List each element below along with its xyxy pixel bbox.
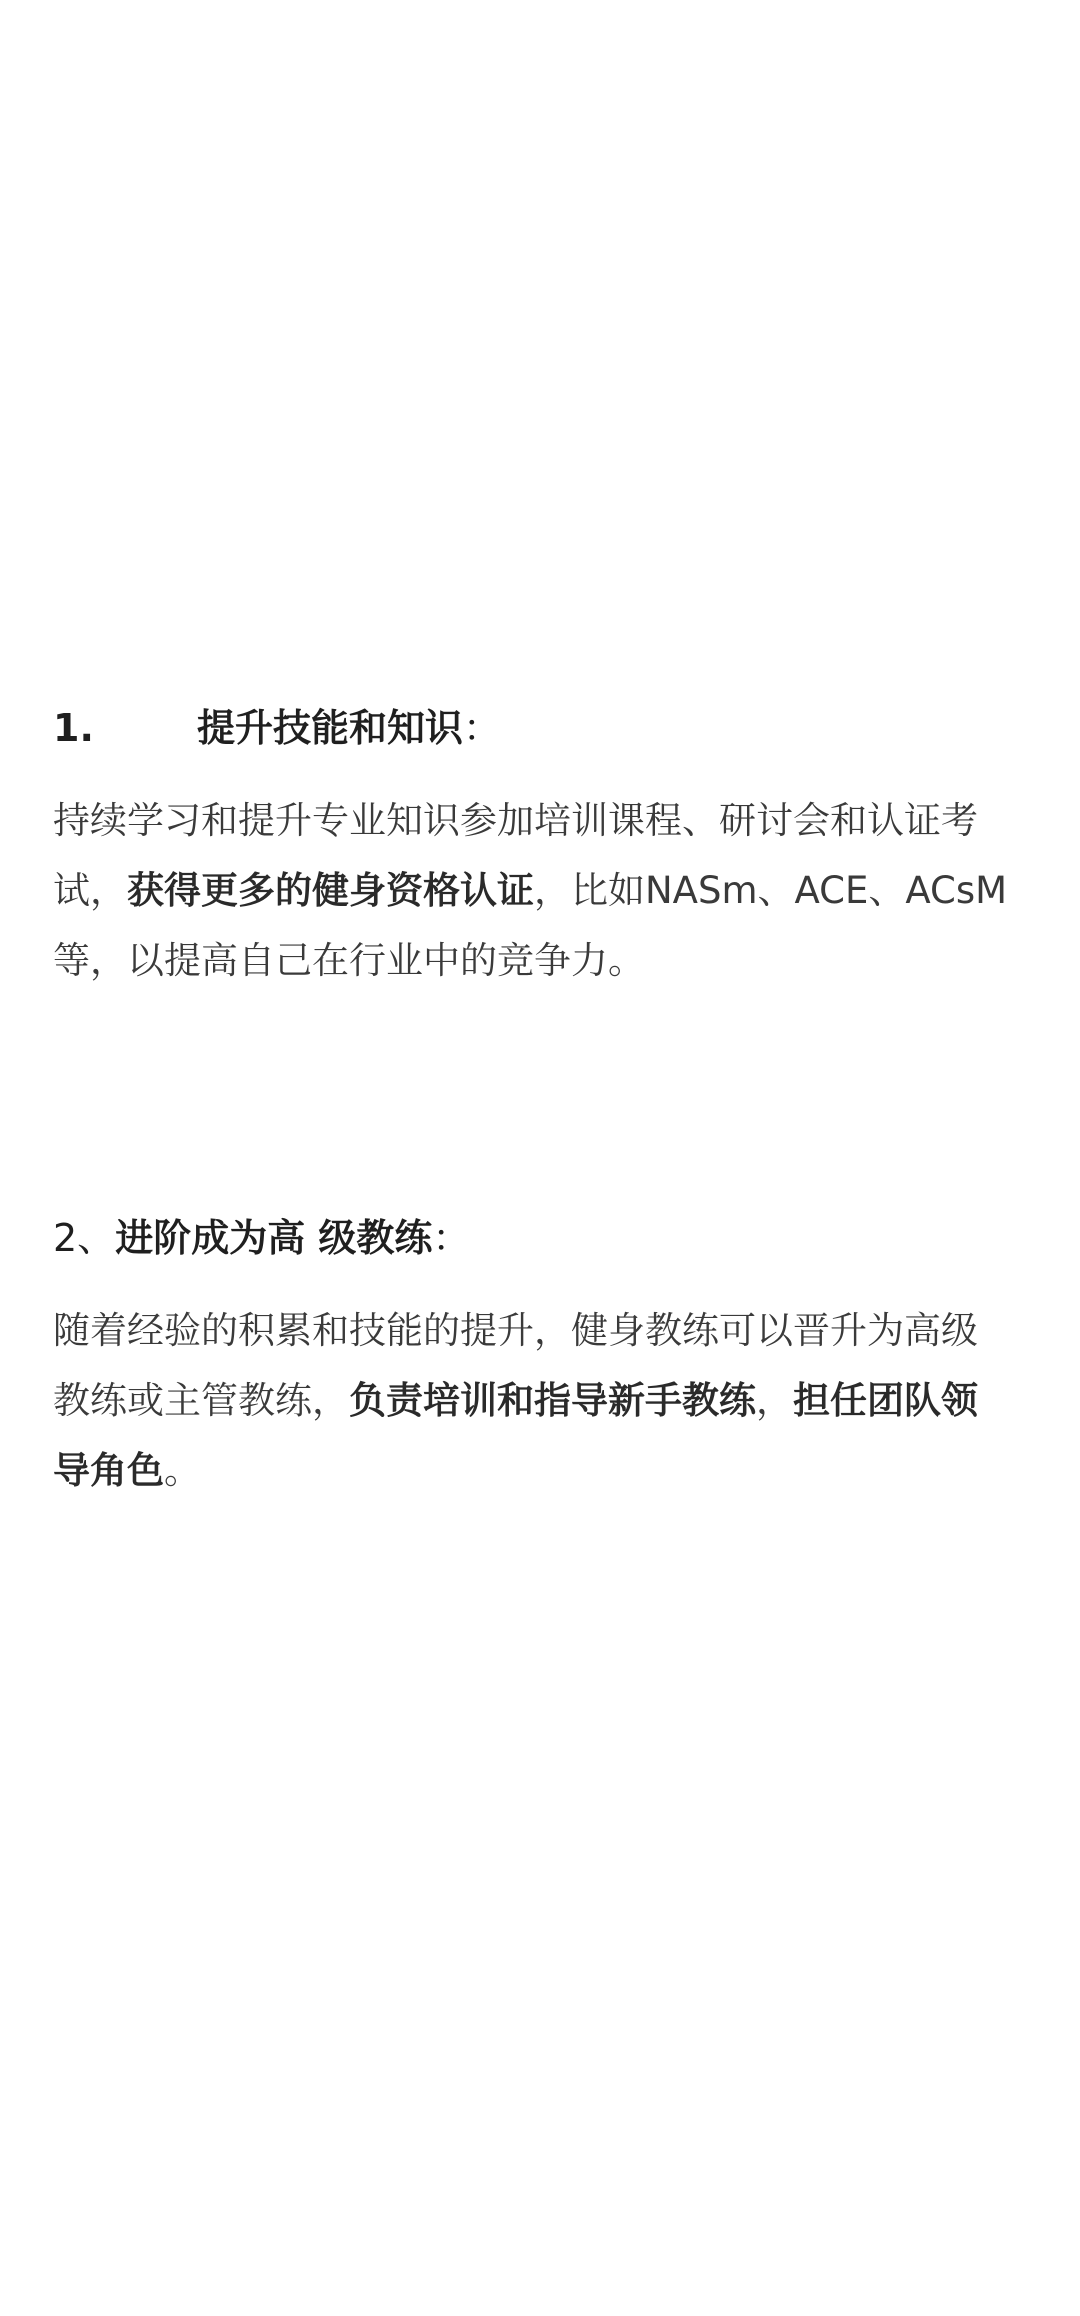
section-number: 2、: [53, 1216, 116, 1260]
paragraph-text: 持续学习和提升专业知识参加培训课程、研讨会和认证考试，: [53, 799, 978, 912]
section-title: 进阶成为高 级教练: [115, 1216, 433, 1260]
section-skill-upgrade: [53, 700, 1013, 996]
paragraph-highlight: 担任团队领导角色: [53, 1379, 978, 1492]
paragraph-text: ，: [756, 1379, 793, 1422]
section-paragraph: [53, 786, 1013, 996]
section-paragraph: [53, 1296, 1013, 1506]
paragraph-text: 随着经验的积累和技能的提升，健身教练可以晋升为高级教练或主管教练，: [53, 1309, 978, 1422]
paragraph-highlight: 负责培训和指导新手教练: [349, 1379, 756, 1422]
paragraph-highlight: 获得更多的健身资格认证: [127, 869, 534, 912]
section-heading: [53, 700, 1013, 756]
heading-colon: ：: [432, 1216, 471, 1260]
section-senior-coach: [53, 1210, 1013, 1506]
section-heading: [53, 1210, 1013, 1266]
paragraph-text: 。: [164, 1449, 201, 1492]
heading-colon: ：: [463, 706, 502, 750]
section-number: 1.: [53, 706, 94, 750]
paragraph-text: ，比如NASm、ACE、ACsM等，以提高自己在行业中的竞争力。: [53, 869, 1008, 982]
section-title: 提升技能和知识: [197, 706, 464, 750]
